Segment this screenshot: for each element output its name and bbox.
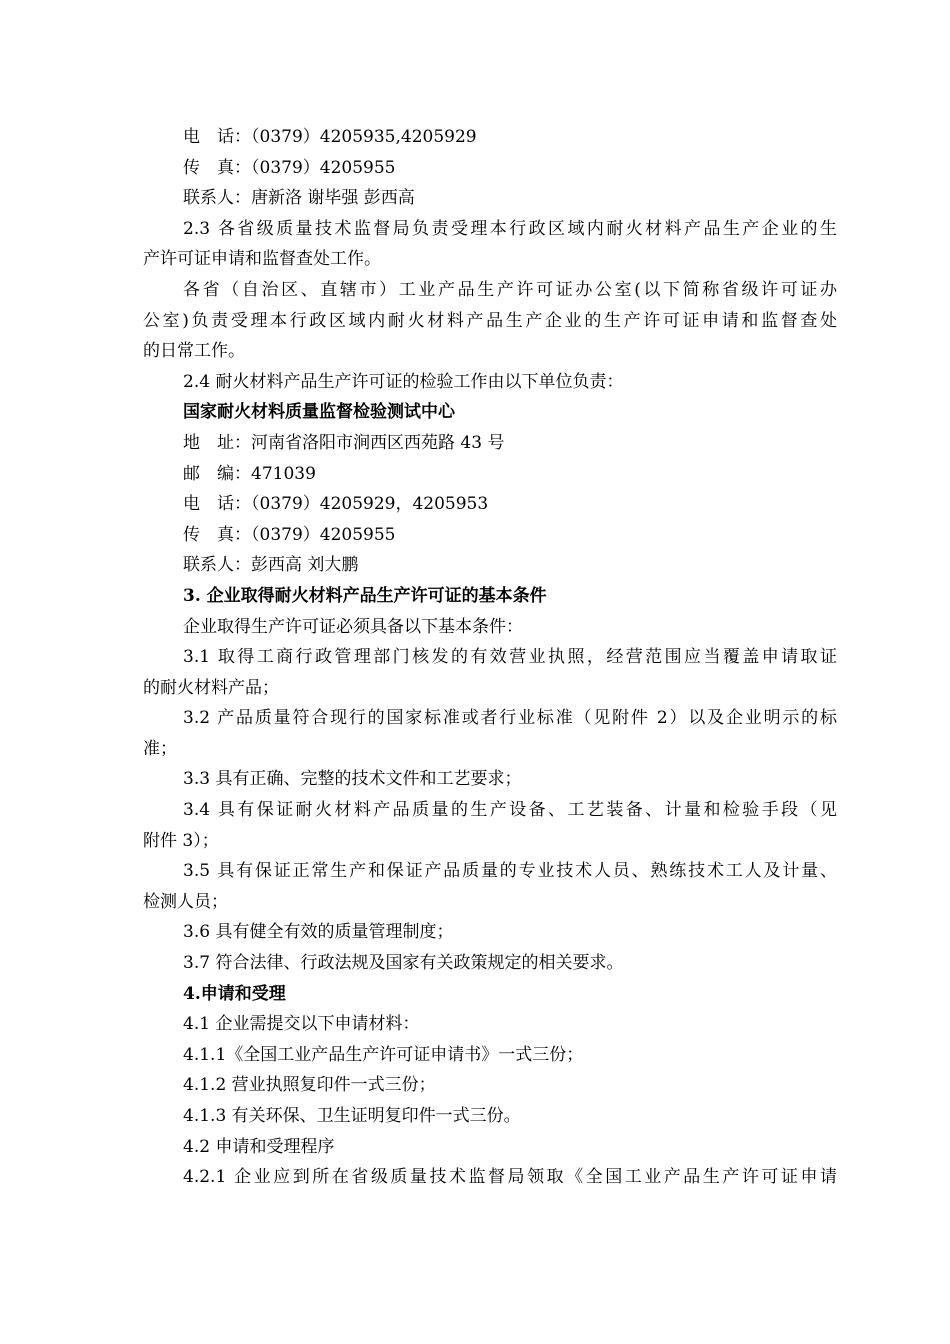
paragraph-line: 3.7 符合法律、行政法规及国家有关政策规定的相关要求。 — [183, 953, 624, 974]
contact-fax-line: 传 真：（0379）4205955 — [183, 524, 396, 545]
paragraph-line: 的日常工作。 — [143, 341, 245, 362]
paragraph-line: 3.3 具有正确、完整的技术文件和工艺要求； — [183, 769, 522, 790]
section-heading-3: 3. 企业取得耐火材料产品生产许可证的基本条件 — [183, 585, 547, 606]
contact-fax-line: 传 真：（0379）4205955 — [183, 157, 396, 178]
paragraph-line: 的耐火材料产品； — [143, 677, 279, 698]
organization-heading: 国家耐火材料质量监督检验测试中心 — [183, 402, 455, 423]
paragraph-line: 各省（自治区、直辖市）工业产品生产许可证办公室(以下简称省级许可证办 — [183, 279, 837, 300]
paragraph-line: 4.1.3 有关环保、卫生证明复印件一式三份。 — [183, 1106, 521, 1126]
paragraph-line: 4.2 申请和受理程序 — [183, 1136, 335, 1157]
postcode-line: 邮 编：471039 — [183, 463, 316, 484]
paragraph-line: 4.1.2 营业执照复印件一式三份； — [183, 1075, 436, 1096]
paragraph-line: 4.1.1《全国工业产品生产许可证申请书》一式三份； — [183, 1044, 584, 1065]
paragraph-line: 3.5 具有保证正常生产和保证产品质量的专业技术人员、熟练技术工人及计量、 — [183, 861, 837, 882]
address-line: 地 址：河南省洛阳市涧西区西苑路 43 号 — [183, 432, 505, 453]
section-heading-4: 4.申请和受理 — [183, 983, 286, 1004]
paragraph-line: 准； — [143, 738, 177, 759]
paragraph-line: 3.6 具有健全有效的质量管理制度； — [183, 922, 454, 943]
contact-phone-line: 电 话：（0379）4205935,4205929 — [183, 127, 477, 147]
contact-person-line: 联系人：彭西高 刘大鹏 — [183, 555, 359, 576]
paragraph-line: 2.4 耐火材料产品生产许可证的检验工作由以下单位负责： — [183, 371, 624, 392]
paragraph-line: 公室)负责受理本行政区域内耐火材料产品生产企业的生产许可证申请和监督查处 — [143, 310, 837, 331]
paragraph-line: 检测人员； — [143, 891, 228, 912]
document-body — [143, 122, 837, 1193]
contact-person-line: 联系人：唐新洛 谢毕强 彭西高 — [183, 188, 415, 209]
paragraph-line: 3.2 产品质量符合现行的国家标准或者行业标准（见附件 2）以及企业明示的标 — [183, 708, 837, 729]
paragraph-line: 产许可证申请和监督查处工作。 — [143, 249, 381, 270]
paragraph-line: 企业取得生产许可证必须具备以下基本条件： — [183, 616, 523, 637]
paragraph-line: 4.1 企业需提交以下申请材料： — [183, 1014, 420, 1035]
contact-phone-line: 电 话：（0379）4205929，4205953 — [183, 494, 489, 515]
paragraph-line: 3.4 具有保证耐火材料产品质量的生产设备、工艺装备、计量和检验手段（见 — [183, 800, 837, 821]
paragraph-line: 4.2.1 企业应到所在省级质量技术监督局领取《全国工业产品生产许可证申请 — [183, 1167, 837, 1188]
paragraph-line: 3.1 取得工商行政管理部门核发的有效营业执照，经营范围应当覆盖申请取证 — [183, 647, 837, 668]
paragraph-line: 附件 3）； — [143, 830, 219, 851]
paragraph-line: 2.3 各省级质量技术监督局负责受理本行政区域内耐火材料产品生产企业的生 — [183, 218, 837, 239]
